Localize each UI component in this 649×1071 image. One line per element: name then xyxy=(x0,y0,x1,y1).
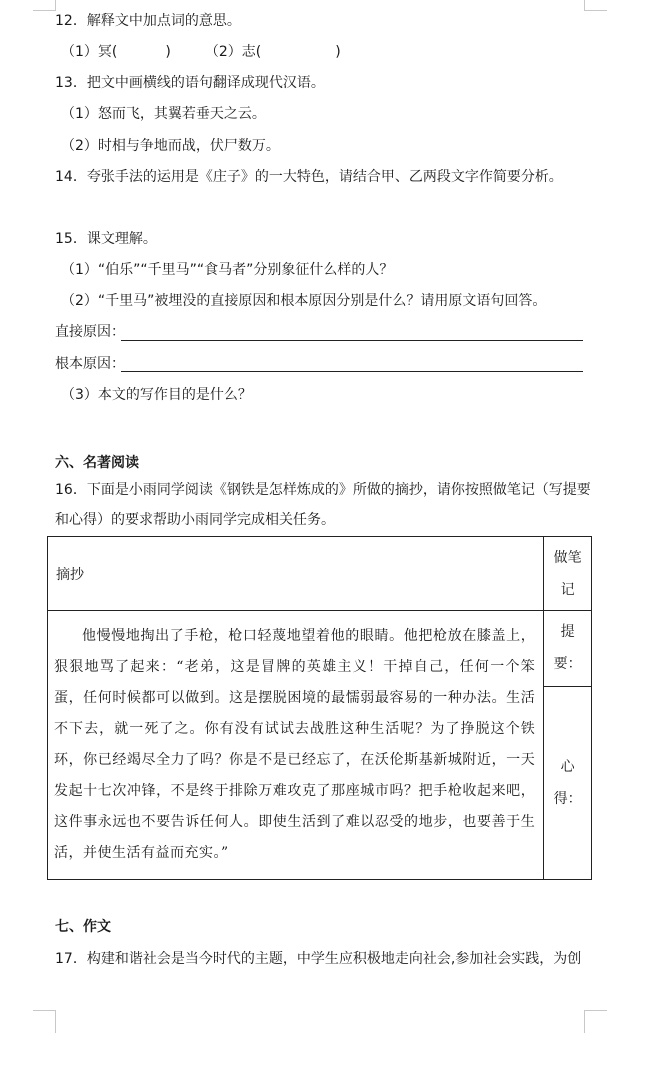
summary-label: 提要： xyxy=(553,624,582,673)
corner-mark-top-left xyxy=(33,0,56,11)
q12-title: 12．解释文中加点词的意思。 xyxy=(55,13,241,29)
q17-line1: 17．构建和谐社会是当今时代的主题，中学生应积极地走向社会,参加社会实践，为创 xyxy=(55,951,582,967)
q15-direct-cause-label: 直接原因： xyxy=(55,324,125,340)
q13-title: 13．把文中画横线的语句翻译成现代汉语。 xyxy=(55,75,325,91)
q16-line1: 16．下面是小雨同学阅读《钢铁是怎样炼成的》所做的摘抄，请你按照做笔记（写提要 xyxy=(55,482,591,498)
reflection-label: 心得： xyxy=(553,758,582,807)
q13-item1: （1）怒而飞，其翼若垂天之云。 xyxy=(61,106,266,122)
reflection-cell[interactable] xyxy=(544,686,592,879)
q12-item2-close: ) xyxy=(335,44,341,60)
q14-title: 14．夸张手法的运用是《庄子》的一大特色，请结合甲、乙两段文字作简要分析。 xyxy=(55,169,563,185)
q16-line2: 和心得）的要求帮助小雨同学完成相关任务。 xyxy=(55,512,335,528)
corner-mark-bottom-right xyxy=(584,1010,607,1033)
excerpt-text: 他慢慢地掏出了手枪，枪口轻蔑地望着他的眼睛。他把枪放在膝盖上，狠狠地骂了起来：“老弟，这是冒牌的英雄主义！干掉自己，任何一个笨蛋，任何时候都可以做到。这是摆脱困境的最懦弱最容易的一种办法。生活不下去，就一死了之。你有没有试试去战胜这种生活呢？为了挣脱这个铁环，你已经竭尽全力了吗？你是不是已经忘了，在沃伦斯基新城附近，一天发起十七次冲锋，不是终于排除万难攻克了那座城市吗？把手枪收起来吧，这件事永远也不要告诉任何人。即使生活到了难以忍受的地步，也要善于生活，并使生活有益而充实。” xyxy=(48,611,544,880)
q15-root-cause-answer-line[interactable] xyxy=(121,371,583,372)
notes-header: 做笔记 xyxy=(544,537,592,611)
q15-root-cause-label: 根本原因： xyxy=(55,356,125,372)
section7-heading: 七、作文 xyxy=(55,919,111,935)
q15-direct-cause-answer-line[interactable] xyxy=(121,340,583,341)
section6-heading: 六、名著阅读 xyxy=(55,455,139,471)
q12-items xyxy=(61,43,341,61)
q12-item2-label: （2）志( xyxy=(204,44,262,60)
notes-table xyxy=(47,536,592,880)
q12-item1-label: （1）冥( xyxy=(61,44,118,60)
q12-item1-close: ) xyxy=(165,44,171,60)
q15-item1: （1）“伯乐”“千里马”“食马者”分别象征什么样的人？ xyxy=(61,262,394,278)
summary-cell[interactable] xyxy=(544,611,592,687)
corner-mark-bottom-left xyxy=(33,1010,56,1033)
q15-title: 15．课文理解。 xyxy=(55,231,157,247)
corner-mark-top-right xyxy=(584,0,607,11)
excerpt-header: 摘抄 xyxy=(48,537,544,611)
q15-item2: （2）“千里马”被埋没的直接原因和根本原因分别是什么？请用原文语句回答。 xyxy=(61,293,547,309)
q15-item3: （3）本文的写作目的是什么？ xyxy=(61,387,252,403)
q13-item2: （2）时相与争地而战，伏尸数万。 xyxy=(61,138,280,154)
